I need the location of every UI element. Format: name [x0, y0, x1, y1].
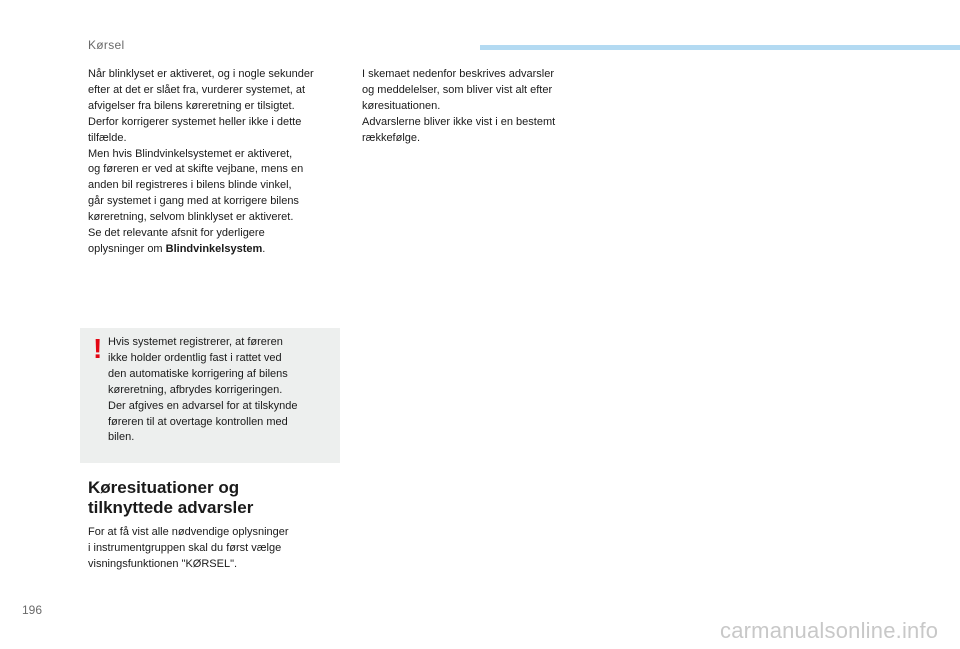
section-heading: Køresituationer og tilknyttede advarsler — [88, 478, 254, 517]
body-paragraph-text: Når blinklyset er aktiveret, og i nogle sekunder efter at det er slået fra, vurderer systemet, at afvigelser fra bilens køreretning er tilsigtet. Derfor korrigerer systemet heller ikke i dette tilfælde. Men hvis Blindvinkelsystemet er aktiveret, og føreren er ved at skifte vejbane, mens en anden bil registreres i bilens blinde vinkel, går systemet i gang med at korrigere bilens køreretning, selvom blinklyset er aktiveret. Se det relevante afsnit for yderligere oplysninger om — [88, 68, 314, 255]
watermark: carmanualsonline.info — [720, 618, 939, 643]
left-column — [88, 67, 350, 258]
warning-box — [80, 328, 340, 463]
body-paragraph-end: . — [262, 242, 266, 255]
right-column — [362, 67, 622, 147]
section-label: Kørsel — [88, 38, 125, 52]
section-intro: For at få vist alle nødvendige oplysninger i instrumentgruppen skal du først vælge visningsfunktionen "KØRSEL". — [88, 526, 289, 570]
body-paragraph — [88, 67, 350, 258]
body-paragraph-bold-term: Blindvinkelsystem — [165, 242, 263, 255]
exclamation-icon: ! — [93, 333, 103, 364]
warning-text: Hvis systemet registrerer, at føreren ikke holder ordentlig fast i rattet ved den automatiske korrigering af bilens køreretning, afbrydes korrigeringen. Der afgives en advarsel for at tilskynde føreren til at overtage kontrollen med bilen. — [108, 336, 298, 444]
right-paragraph: I skemaet nedenfor beskrives advarsler og meddelelser, som bliver vist alt efter køresituationen. Advarslerne bliver ikke vist i en bestemt rækkefølge. — [362, 68, 556, 144]
header-accent-bar — [480, 45, 960, 50]
page-number: 196 — [22, 603, 43, 617]
